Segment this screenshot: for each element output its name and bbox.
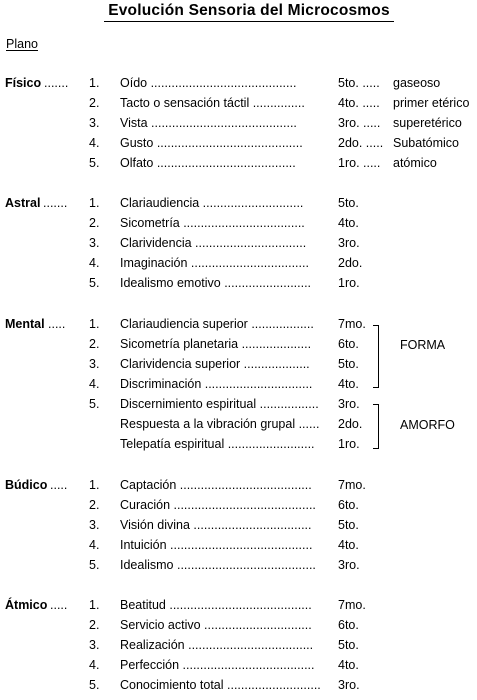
matter-state: gaseoso [393,76,441,90]
item-number: 2. [89,216,100,230]
item-number: 3. [89,638,100,652]
item-number: 2. [89,337,100,351]
page-title: Evolución Sensoria del Microcosmos [108,2,390,19]
plane-leader: ....... [43,196,68,210]
sense-rank: 3ro. ..... [338,116,381,130]
item-number: 4. [89,658,100,672]
matter-state: atómico [393,156,437,170]
item-number: 1. [89,196,100,210]
sense-name: Gusto .......................................... [120,136,303,150]
sense-name: Intuición ......................................... [120,538,313,552]
sense-name: Clariaudiencia ............................. [120,196,304,210]
sense-rank: 2do. [338,417,363,431]
item-number: 5. [89,558,100,572]
sense-name: Discriminación ............................... [120,377,313,391]
sense-name: Imaginación .................................. [120,256,309,270]
sense-rank: 1ro. [338,437,360,451]
matter-state: superetérico [393,116,462,130]
item-number: 1. [89,598,100,612]
sense-rank: 6to. [338,618,359,632]
item-number: 3. [89,116,100,130]
sense-rank: 1ro. ..... [338,156,381,170]
plane-name: Astral [5,196,41,210]
sense-name: Clarividencia ................................ [120,236,307,250]
sense-rank: 7mo. [338,317,366,331]
sense-rank: 3ro. [338,397,360,411]
sense-name: Beatitud ......................................... [120,598,312,612]
sense-rank: 3ro. [338,236,360,250]
sense-rank: 5to. [338,638,359,652]
item-number: 4. [89,256,100,270]
sense-name: Respuesta a la vibración grupal ...... [120,417,320,431]
sense-rank: 7mo. [338,478,366,492]
item-number: 1. [89,478,100,492]
sense-name: Olfato ........................................ [120,156,296,170]
sense-rank: 5to. [338,357,359,371]
sense-name: Idealismo emotivo ......................... [120,276,312,290]
plane-leader: ..... [48,317,66,331]
plane-leader: ..... [50,478,68,492]
item-number: 3. [89,357,100,371]
sense-rank: 6to. [338,337,359,351]
group-label-forma: FORMA [400,338,446,352]
sense-name: Servicio activo ............................... [120,618,312,632]
item-number: 1. [89,317,100,331]
sense-name: Perfección ...................................... [120,658,315,672]
item-number: 2. [89,618,100,632]
sense-name: Conocimiento total ........................... [120,678,321,692]
plano-heading: Plano [6,37,38,51]
matter-state: Subatómico [393,136,460,150]
item-number: 4. [89,136,100,150]
item-number: 5. [89,156,100,170]
item-number: 4. [89,538,100,552]
sense-rank: 7mo. [338,598,366,612]
sense-name: Realización .................................... [120,638,314,652]
group-label-amorfo: AMORFO [400,418,455,432]
item-number: 5. [89,678,100,692]
sense-name: Sicometría planetaria .................... [120,337,312,351]
plane-name: Búdico [5,478,48,492]
sense-name: Idealismo ........................................ [120,558,316,572]
item-number: 3. [89,236,100,250]
plane-leader: ..... [50,598,68,612]
item-number: 5. [89,397,100,411]
forma-bracket [373,325,379,388]
sense-rank: 5to. [338,196,359,210]
sense-name: Captación ...................................... [120,478,312,492]
sense-rank: 6to. [338,498,359,512]
sense-rank: 2do. ..... [338,136,384,150]
sense-name: Sicometría ................................... [120,216,305,230]
plane-leader: ....... [44,76,69,90]
sense-rank: 4to. [338,538,359,552]
sense-rank: 3ro. [338,678,360,692]
sense-rank: 5to. ..... [338,76,380,90]
sense-rank: 2do. [338,256,363,270]
sense-rank: 4to. [338,377,359,391]
plane-name: Mental [5,317,45,331]
sense-rank: 5to. [338,518,359,532]
sense-name: Clariaudiencia superior .................. [120,317,314,331]
item-number: 1. [89,76,100,90]
sense-rank: 3ro. [338,558,360,572]
sense-name: Curación ......................................... [120,498,316,512]
sense-name: Oído .......................................... [120,76,297,90]
sense-rank: 4to. ..... [338,96,380,110]
sense-name: Telepatía espiritual ......................... [120,437,315,451]
sense-name: Tacto o sensación táctil ............... [120,96,305,110]
sense-name: Clarividencia superior ................... [120,357,310,371]
item-number: 3. [89,518,100,532]
sense-rank: 4to. [338,216,359,230]
sense-name: Vista .......................................... [120,116,297,130]
item-number: 4. [89,377,100,391]
sense-name: Visión divina .................................. [120,518,312,532]
item-number: 2. [89,96,100,110]
matter-state: primer etérico [393,96,470,110]
sense-rank: 1ro. [338,276,360,290]
item-number: 5. [89,276,100,290]
sense-rank: 4to. [338,658,359,672]
plane-name: Físico [5,76,42,90]
amorfo-bracket [373,404,379,449]
sense-name: Discernimiento espiritual ................. [120,397,319,411]
title-underline [104,21,394,22]
item-number: 2. [89,498,100,512]
plane-name: Átmico [5,598,48,612]
